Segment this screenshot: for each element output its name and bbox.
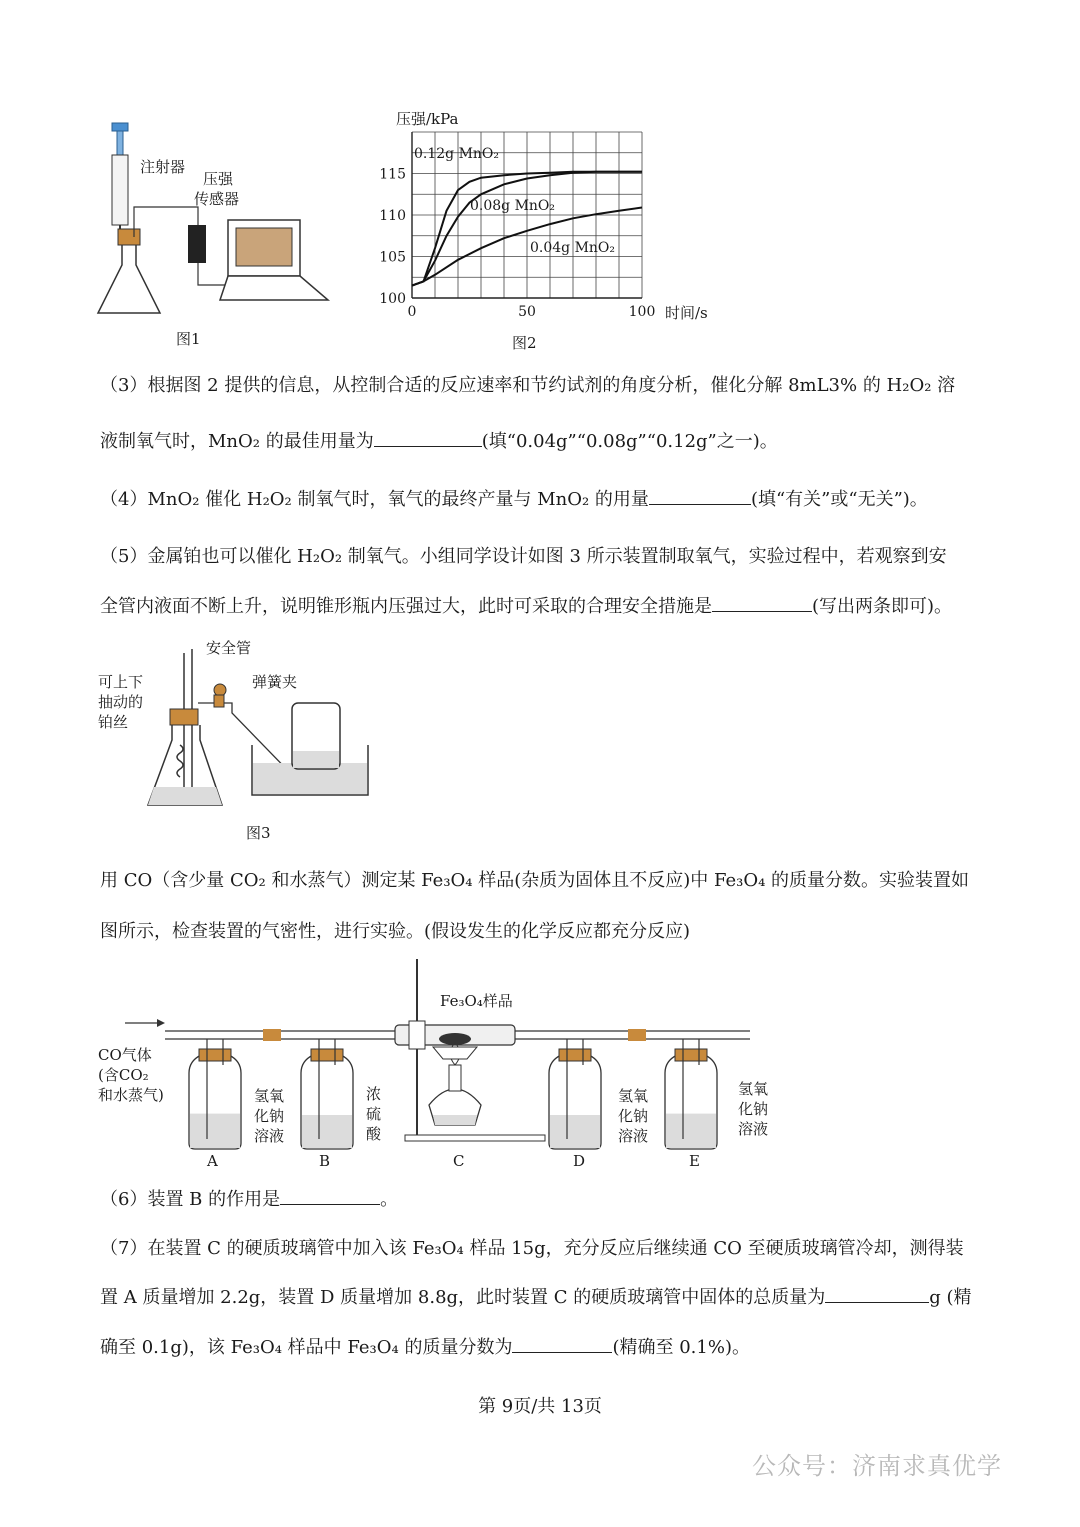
answer-blank-q7-mass[interactable]: [825, 1284, 929, 1303]
naoh-label-e-3: 溶液: [738, 1120, 769, 1138]
question-3-line2: 液制氧气时，MnO₂ 的最佳用量为 (填“0.04g”“0.08g”“0.12g”之一)。: [100, 428, 985, 456]
question-7-line2: 置 A 质量增加 2.2g，装置 D 质量增加 8.8g，此时装置 C 的硬质玻璃管中固体的总质量为 g (精: [100, 1284, 985, 1312]
gas-label-3: 和水蒸气): [98, 1086, 164, 1104]
question-6: （6）装置 B 的作用是 。: [100, 1186, 985, 1214]
naoh-label-a-2: 化钠: [254, 1107, 285, 1125]
naoh-label-e-2: 化钠: [738, 1100, 769, 1118]
safety-tube-label: 安全管: [206, 639, 252, 657]
x-tick-label: 0: [407, 304, 417, 320]
chart-xlabel: 时间/s: [665, 304, 708, 322]
y-tick-label: 100: [379, 291, 406, 307]
gas-washing-bottle: [549, 1039, 601, 1149]
question-5-line1: （5）金属铂也可以催化 H₂O₂ 制氧气。小组同学设计如图 3 所示装置制取氧气，实验过程中，若观察到安: [100, 546, 947, 567]
bottle-liquid: [190, 1114, 240, 1148]
y-tick-label: 110: [379, 208, 406, 224]
acid-label-1: 浓: [366, 1085, 382, 1103]
figure-1-caption: 图1: [176, 330, 201, 348]
y-tick-label: 105: [379, 249, 406, 266]
pt-wire-label-1: 可上下: [98, 673, 144, 691]
syringe-label: 注射器: [140, 158, 186, 176]
apparatus-label-b: B: [319, 1152, 331, 1170]
gas-washing-bottle: [189, 1039, 241, 1149]
curve-label-012: 0.12g MnO₂: [414, 146, 500, 162]
answer-blank-q7-fraction[interactable]: [512, 1334, 612, 1353]
figure-3-caption: 图3: [246, 824, 271, 842]
naoh-label-e-1: 氢氧: [738, 1080, 769, 1098]
apparatus-label-c: C: [453, 1152, 465, 1170]
spring-clip-label: 弹簧夹: [252, 673, 298, 691]
answer-blank-q5[interactable]: [712, 593, 812, 612]
answer-blank-q3[interactable]: [374, 428, 482, 447]
bottle-liquid: [666, 1114, 716, 1148]
answer-blank-q6[interactable]: [280, 1186, 380, 1205]
sensor-label-line1: 压强: [203, 170, 234, 188]
answer-blank-q4[interactable]: [649, 486, 751, 505]
question-7-line3: 确至 0.1g)，该 Fe₃O₄ 样品中 Fe₃O₄ 的质量分数为 (精确至 0.1%)。: [100, 1334, 985, 1362]
acid-label-2: 硫: [366, 1105, 382, 1123]
apparatus-label-d: D: [573, 1152, 586, 1170]
x-tick-label: 50: [518, 304, 536, 320]
naoh-label-d-1: 氢氧: [618, 1087, 649, 1105]
naoh-label-a-3: 溶液: [254, 1127, 285, 1145]
bottle-liquid: [550, 1115, 600, 1148]
question-4: （4）MnO₂ 催化 H₂O₂ 制氧气时，氧气的最终产量与 MnO₂ 的用量 (填“有关”或“无关”)。: [100, 486, 985, 514]
sensor-label-line2: 传感器: [194, 190, 240, 208]
acid-label-3: 酸: [366, 1125, 382, 1143]
pt-wire-label-3: 铂丝: [98, 713, 129, 731]
experiment-intro-line1: 用 CO（含少量 CO₂ 和水蒸气）测定某 Fe₃O₄ 样品(杂质为固体且不反应)中 Fe₃O₄ 的质量分数。实验装置如: [100, 870, 970, 891]
watermark: 公众号：济南求真优学: [752, 1452, 1002, 1480]
pt-wire-label-2: 抽动的: [98, 693, 144, 711]
apparatus-label-e: E: [689, 1152, 700, 1170]
apparatus-label-a: A: [207, 1152, 218, 1170]
bottle-stopper: [559, 1049, 591, 1061]
figure-1-diagram: [90, 115, 350, 325]
page-number: 第 9页/共 13页: [478, 1396, 602, 1417]
y-tick-label: 115: [379, 166, 406, 183]
apparatus-diagram: [95, 955, 795, 1155]
curve-label-004: 0.04g MnO₂: [530, 240, 616, 256]
chart-ylabel: 压强/kPa: [396, 110, 459, 128]
bottle-stopper: [311, 1049, 343, 1061]
naoh-label-d-3: 溶液: [618, 1127, 649, 1145]
question-5-line2: 全管内液面不断上升，说明锥形瓶内压强过大，此时可采取的合理安全措施是 (写出两条即可)。: [100, 593, 985, 621]
x-tick-label: 100: [628, 304, 656, 320]
bottle-stopper: [199, 1049, 231, 1061]
gas-washing-bottle: [665, 1039, 717, 1149]
gas-label-1: CO气体: [98, 1046, 152, 1064]
figure-2-caption: 图2: [512, 334, 537, 352]
question-3-line1: （3）根据图 2 提供的信息，从控制合适的反应速率和节约试剂的角度分析，催化分解 8mL3% 的 H₂O₂ 溶: [100, 375, 956, 396]
gas-label-2: (含CO₂: [98, 1066, 149, 1084]
figure-2-chart: [360, 100, 740, 330]
bottle-liquid: [302, 1115, 352, 1148]
experiment-intro-line2: 图所示，检查装置的气密性，进行实验。(假设发生的化学反应都充分反应): [100, 921, 691, 942]
sample-label: Fe₃O₄样品: [440, 992, 513, 1010]
naoh-label-d-2: 化钠: [618, 1107, 649, 1125]
question-7-line1: （7）在装置 C 的硬质玻璃管中加入该 Fe₃O₄ 样品 15g，充分反应后继续通 CO 至硬质玻璃管冷却，测得装: [100, 1238, 964, 1259]
bottle-stopper: [675, 1049, 707, 1061]
gas-washing-bottle: [301, 1039, 353, 1149]
naoh-label-a-1: 氢氧: [254, 1087, 285, 1105]
curve-label-008: 0.08g MnO₂: [470, 198, 556, 214]
